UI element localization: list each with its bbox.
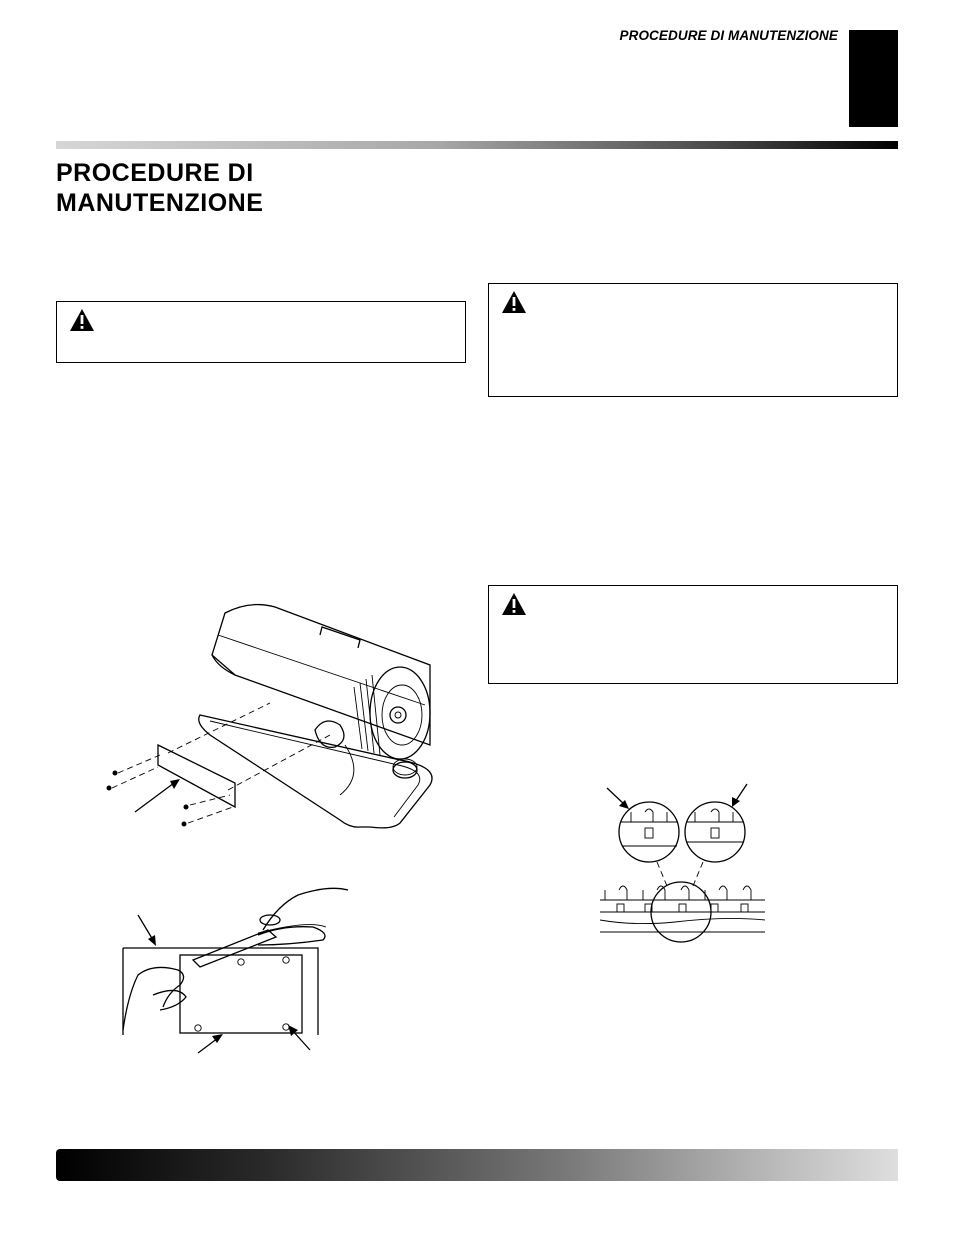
section-tab bbox=[849, 30, 898, 127]
page-title bbox=[56, 158, 263, 218]
top-rule bbox=[56, 141, 898, 149]
warning-triangle-icon bbox=[501, 290, 527, 314]
warning-box-right-top bbox=[488, 283, 898, 397]
warning-triangle-icon bbox=[69, 308, 95, 332]
heater-panel-illustration bbox=[100, 595, 460, 840]
page-title-line-1: PROCEDURE DI bbox=[56, 159, 254, 187]
running-header: PROCEDURE DI MANUTENZIONE bbox=[619, 28, 838, 43]
warning-triangle-icon bbox=[501, 592, 527, 616]
filter-replacement-illustration bbox=[108, 875, 358, 1060]
page-title-line-2: MANUTENZIONE bbox=[56, 189, 264, 217]
warning-box-left bbox=[56, 301, 466, 363]
warning-box-right-middle bbox=[488, 585, 898, 684]
detail-magnifier-illustration bbox=[595, 780, 775, 945]
footer-bar bbox=[56, 1149, 898, 1181]
